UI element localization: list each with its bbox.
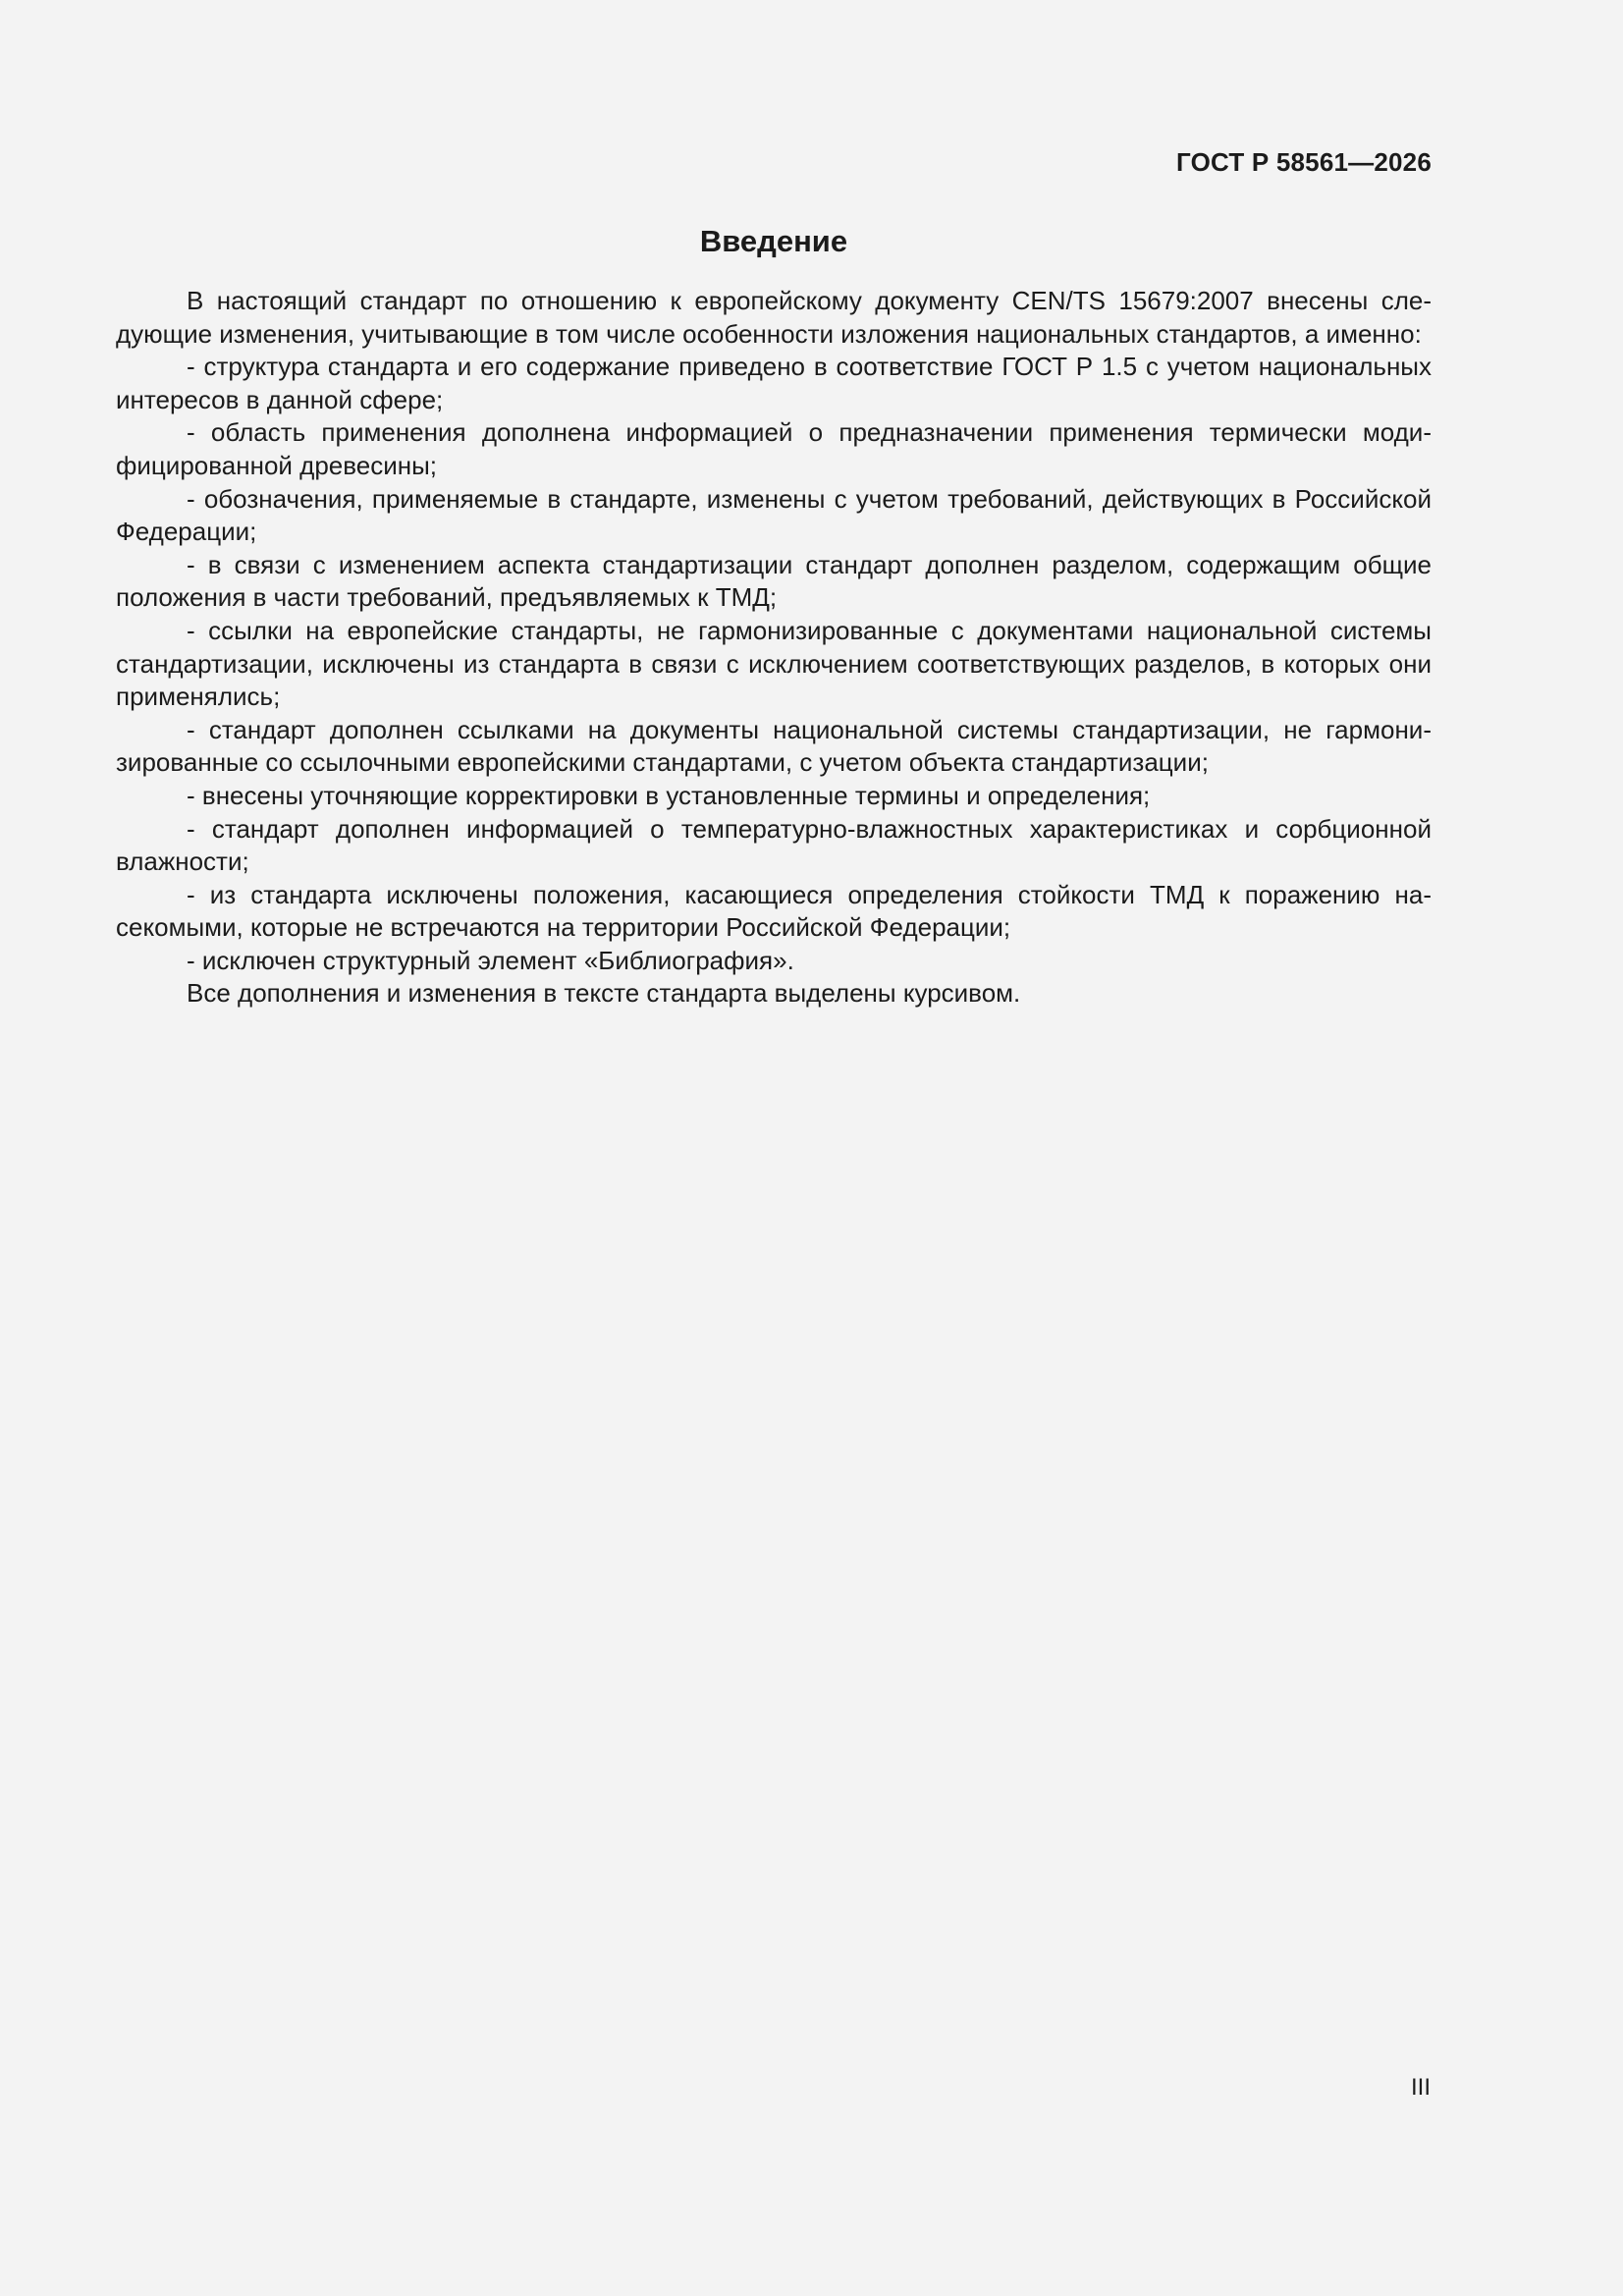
list-item: - область применения дополнена информацией о предназначении применения термически модифицированной древесины; bbox=[116, 417, 1432, 480]
list-item: - ссылки на европейские стандарты, не гармонизированные с документами национальной системы стандартизации, исключены из стандарта в связи с исключением соответствующих разделов, в которых они применялись; bbox=[116, 615, 1432, 712]
list-item: - обозначения, применяемые в стандарте, изменены с учетом требований, действующих в Российской Федерации; bbox=[116, 483, 1432, 547]
paragraph-closing: Все дополнения и изменения в тексте стандарта выделены курсивом. bbox=[187, 978, 1021, 1009]
list-item: - исключен структурный элемент «Библиография». bbox=[187, 945, 794, 975]
paragraph-intro: В настоящий стандарт по отношению к европейскому документу CEN/TS 15679:2007 внесены следующие изменения, учитывающие в том числе особенности изложения национальных стандартов, а именно: bbox=[116, 286, 1432, 349]
section-title: Введение bbox=[699, 224, 848, 258]
list-item: - внесены уточняющие корректировки в установленные термины и определения; bbox=[187, 780, 1151, 810]
page-number: III bbox=[1410, 2074, 1431, 2101]
document-code: ГОСТ Р 58561—2026 bbox=[1176, 147, 1432, 177]
section-body bbox=[116, 285, 1432, 1011]
list-item: - в связи с изменением аспекта стандартизации стандарт дополнен разделом, содержащим общие положения в части требований, предъявляемых к ТМД; bbox=[116, 549, 1432, 613]
list-item: - структура стандарта и его содержание приведено в соответствие ГОСТ Р 1.5 с учетом национальных интересов в данной сфере; bbox=[116, 352, 1432, 414]
list-item: - из стандарта исключены положения, касающиеся определения стойкости ТМД к поражению насекомыми, которые не встречаются на территории Российской Федерации; bbox=[116, 879, 1432, 943]
list-item: - стандарт дополнен ссылками на документы национальной системы стандартизации, не гармонизированные со ссылочными европейскими стандартами, с учетом объекта стандартизации; bbox=[116, 714, 1432, 778]
list-item: - стандарт дополнен информацией о температурно-влажностных характеристиках и сорбционной влажности; bbox=[116, 813, 1432, 877]
